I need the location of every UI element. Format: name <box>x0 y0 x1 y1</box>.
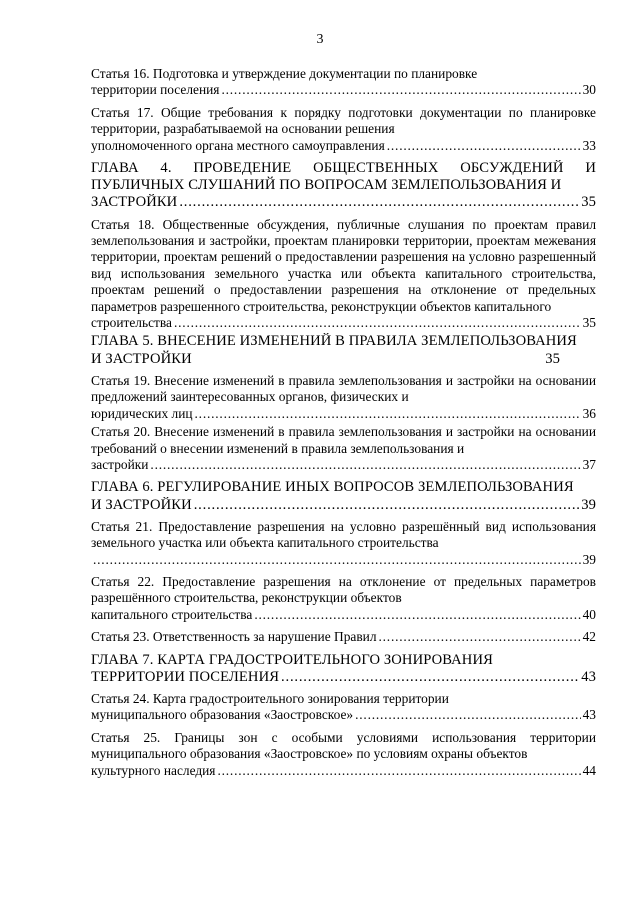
toc-entry-text: Статья 17. Общие требования к порядку подготовки документации по планировке территории, разрабатываемой на основании решения <box>91 104 596 137</box>
toc-page-number: 43 <box>582 707 596 723</box>
toc-entry-last-line: ЗАСТРОЙКИ <box>91 194 178 211</box>
toc-entry-article-22 <box>91 574 596 623</box>
toc-page-number: 43 <box>581 668 596 685</box>
toc-entry-last-line: культурного наследия <box>91 762 216 778</box>
toc-entry-text: Статья 19. Внесение изменений в правила землепользования и застройки на основании предложений заинтересованных органов, физических и <box>91 372 596 405</box>
dot-leader <box>387 138 581 154</box>
toc-entry-text: Статья 20. Внесение изменений в правила землепользования и застройки на основании требований о внесении изменений в правила землепользования и <box>91 424 596 456</box>
toc-leader <box>91 457 596 473</box>
toc-entry-article-16 <box>91 66 596 99</box>
toc-leader <box>91 497 596 514</box>
toc-leader <box>91 315 596 331</box>
toc-entry-last-line: ТЕРРИТОРИИ ПОСЕЛЕНИЯ <box>91 668 280 685</box>
toc-leader <box>91 82 596 98</box>
toc-page-number: 44 <box>582 762 596 778</box>
toc-entry-text: Статья 18. Общественные обсуждения, публичные слушания по проектам правил землепользования и застройки, проектам планировки территории, проектам межевания территории, проектам решений о предоставлении разрешения на условно разрешенный вид использования земельного участка или объекта капитального строительства, проектам решений о предоставлении разрешения на отклонение от предельных параметров разрешенного строительства, реконструкции объектов капитального <box>91 216 596 314</box>
toc-leader <box>91 707 596 723</box>
toc-entry-article-24 <box>91 691 596 724</box>
toc-entry-text: ГЛАВА 5. ВНЕСЕНИЕ ИЗМЕНЕНИЙ В ПРАВИЛА ЗЕМЛЕПОЛЬЗОВАНИЯ <box>91 333 577 350</box>
toc-entry-article-25 <box>91 730 596 779</box>
toc-entry-text: Статья 25. Границы зон с особыми условиями использования территории муниципального образования «Заостровское» по условиям охраны объектов <box>91 729 596 762</box>
toc-page-number: 35 <box>581 194 596 211</box>
toc-entry-chapter-4 <box>91 160 596 212</box>
toc-leader <box>91 552 596 568</box>
toc-leader <box>91 138 596 154</box>
toc-entry-last-line: уполномоченного органа местного самоуправления <box>91 137 385 153</box>
toc-entry-chapter-7 <box>91 652 596 686</box>
toc-entry-article-20 <box>91 424 596 473</box>
toc-leader <box>91 607 596 623</box>
toc-entry-last-line: капитального строительства <box>91 606 253 622</box>
dot-leader <box>93 552 581 568</box>
toc-entry-text: Статья 21. Предоставление разрешения на условно разрешённый вид использования земельного участка или объекта капитального строительства <box>91 518 596 551</box>
dot-leader <box>379 629 581 645</box>
toc-page-number: 30 <box>582 82 596 98</box>
table-of-contents <box>91 66 596 785</box>
toc-entry-text: Статья 22. Предоставление разрешения на отклонение от предельных параметров разрешённого строительства, реконструкции объектов <box>91 573 596 606</box>
toc-page-number: 36 <box>582 405 596 421</box>
toc-entry-last-line: застройки <box>91 456 149 472</box>
toc-entry-chapter-5 <box>91 333 596 367</box>
dot-leader <box>194 497 579 514</box>
toc-entry-text: ГЛАВА 7. КАРТА ГРАДОСТРОИТЕЛЬНОГО ЗОНИРОВАНИЯ <box>91 651 493 668</box>
toc-entry-article-23 <box>91 629 596 645</box>
toc-page-number: 39 <box>582 551 596 567</box>
toc-entry-text: Статья 16. Подготовка и утверждение документации по планировке <box>91 66 478 81</box>
toc-leader <box>91 351 596 368</box>
dot-leader <box>355 707 580 723</box>
toc-page-number: 37 <box>582 456 596 472</box>
toc-entry-last-line: И ЗАСТРОЙКИ <box>91 350 192 367</box>
toc-entry-last-line: территории поселения <box>91 82 220 98</box>
toc-page-number: 35 <box>582 315 596 331</box>
toc-leader <box>91 669 596 686</box>
toc-entry-article-21 <box>91 519 596 568</box>
toc-page-number: 35 <box>545 350 560 367</box>
toc-entry-text: ГЛАВА 4. ПРОВЕДЕНИЕ ОБЩЕСТВЕННЫХ ОБСУЖДЕНИЙ И ПУБЛИЧНЫХ СЛУШАНИЙ ПО ВОПРОСАМ ЗЕМЛЕПОЛЬЗОВАНИЯ И <box>91 160 596 194</box>
dot-leader <box>254 607 580 623</box>
dot-leader <box>217 763 580 779</box>
dot-leader <box>221 82 580 98</box>
toc-leader <box>91 629 596 645</box>
toc-entry-text: ГЛАВА 6. РЕГУЛИРОВАНИЕ ИНЫХ ВОПРОСОВ ЗЕМЛЕПОЛЬЗОВАНИЯ <box>91 479 574 496</box>
toc-leader <box>91 406 596 422</box>
dot-leader <box>150 457 580 473</box>
toc-entry-article-19 <box>91 373 596 422</box>
toc-entry-last-line: юридических лиц <box>91 405 193 421</box>
toc-entry-text: Статья 24. Карта градостроительного зонирования территории <box>91 690 449 706</box>
toc-entry-last-line: Статья 23. Ответственность за нарушение Правил <box>91 629 377 645</box>
toc-entry-article-17 <box>91 105 596 154</box>
toc-page-number: 40 <box>582 606 596 622</box>
toc-page-number: 42 <box>582 629 596 645</box>
toc-page-number: 39 <box>581 496 596 513</box>
page-number: 3 <box>316 32 324 47</box>
dot-leader <box>174 315 581 331</box>
dot-leader <box>195 406 581 422</box>
toc-leader <box>91 763 596 779</box>
toc-entry-chapter-6 <box>91 479 596 513</box>
toc-entry-last-line: строительства <box>91 315 172 331</box>
toc-entry-last-line: И ЗАСТРОЙКИ <box>91 496 192 513</box>
toc-entry-last-line: муниципального образования «Заостровское» <box>91 707 354 723</box>
dot-leader <box>281 669 579 686</box>
toc-page-number: 33 <box>582 137 596 153</box>
toc-leader <box>91 194 596 211</box>
toc-entry-article-18 <box>91 217 596 332</box>
dot-leader <box>179 194 579 211</box>
